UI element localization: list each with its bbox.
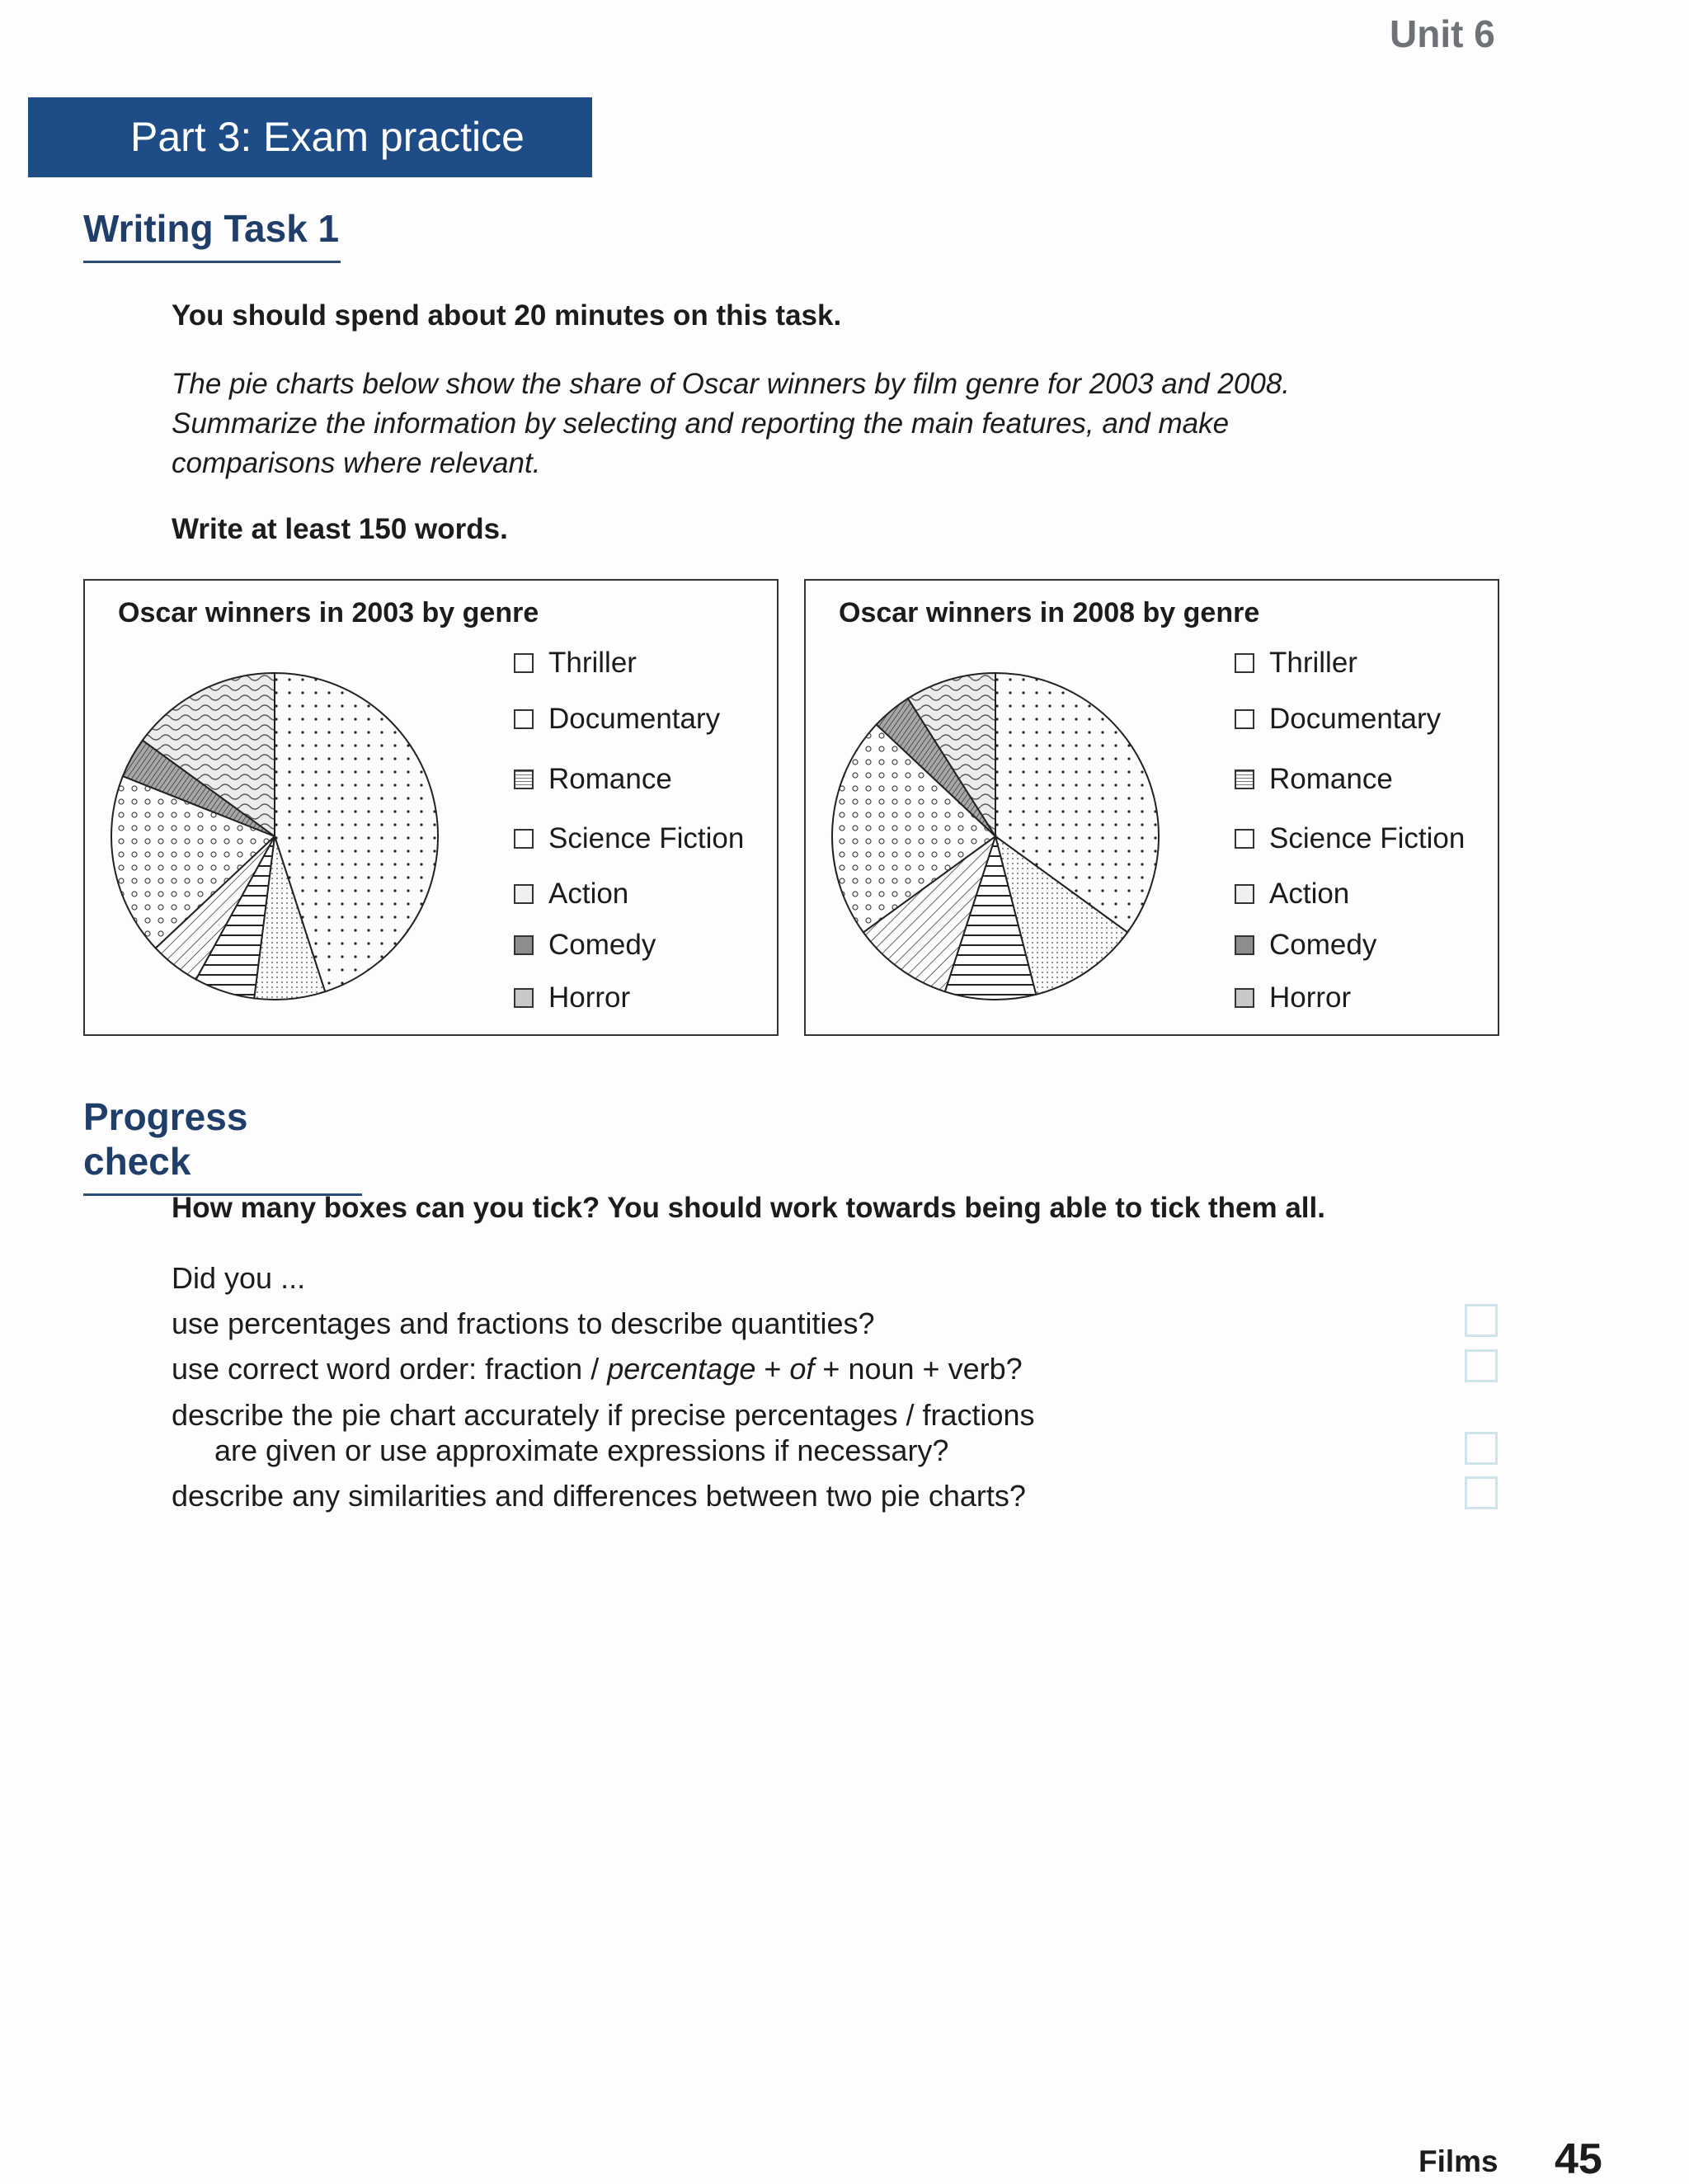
progress-question: How many boxes can you tick? You should work towards being able to tick them all.: [172, 1192, 1325, 1224]
legend-item-horror: [514, 981, 630, 1014]
legend-label: Documentary: [1269, 703, 1442, 735]
legend-swatch-action: [514, 884, 534, 904]
legend-swatch-science-fiction: [514, 829, 534, 849]
legend-swatch-comedy: [1235, 935, 1254, 955]
tick-box-4[interactable]: [1465, 1476, 1498, 1509]
writing-task-heading: Writing Task 1: [83, 206, 341, 263]
checklist-item-2-emphasis: of: [789, 1352, 815, 1386]
legend-label: Science Fiction: [1269, 822, 1466, 854]
legend-label: Comedy: [1269, 929, 1377, 961]
legend-item-thriller: [1235, 647, 1357, 680]
checklist-item-2-part: +: [755, 1352, 790, 1386]
legend-label: Action: [1269, 878, 1350, 910]
task-prompt-line-3: comparisons where relevant.: [172, 447, 541, 479]
legend-label: Thriller: [548, 647, 637, 679]
page-number: 45: [1555, 2135, 1602, 2183]
checklist-item-4: describe any similarities and differences between two pie charts?: [172, 1479, 1026, 1513]
legend-item-science-fiction: [1235, 822, 1465, 855]
checklist-item-2-part: use correct word order: fraction /: [172, 1352, 608, 1386]
checklist-item-3: [172, 1397, 1035, 1468]
pie-chart-2008: [804, 579, 1499, 1036]
legend-item-horror: [1235, 981, 1351, 1014]
legend-label: Horror: [1269, 981, 1352, 1014]
legend-item-action: [514, 878, 628, 911]
part-banner: Part 3: Exam practice: [28, 97, 592, 177]
legend-item-documentary: [1235, 703, 1441, 736]
legend-item-comedy: [1235, 929, 1376, 962]
legend-swatch-science-fiction: [1235, 829, 1254, 849]
legend-label: Comedy: [548, 929, 656, 961]
checklist-item-2-emphasis: percentage: [607, 1352, 756, 1386]
legend-swatch-romance: [514, 770, 534, 789]
tick-box-1[interactable]: [1465, 1304, 1498, 1337]
legend-swatch-comedy: [514, 935, 534, 955]
task-prompt-line-1: The pie charts below show the share of Oscar winners by film genre for 2003 and 2008.: [172, 368, 1291, 400]
task-prompt-line-2: Summarize the information by selecting and reporting the main features, and make: [172, 407, 1230, 440]
chart-title-2003: Oscar winners in 2003 by genre: [118, 597, 539, 628]
tick-box-2[interactable]: [1465, 1349, 1498, 1382]
chart-title-2008: Oscar winners in 2008 by genre: [839, 597, 1260, 628]
pie-chart-2003-svg: [101, 663, 448, 1010]
legend-label: Action: [548, 878, 629, 910]
checklist-item-2-part: + noun + verb?: [814, 1352, 1023, 1386]
legend-swatch-documentary: [514, 709, 534, 729]
legend-item-romance: [1235, 763, 1393, 796]
word-count-instruction: Write at least 150 words.: [172, 513, 508, 545]
legend-label: Thriller: [1269, 647, 1357, 679]
legend-item-science-fiction: [514, 822, 744, 855]
legend-item-romance: [514, 763, 672, 796]
task-instruction: You should spend about 20 minutes on this task.: [172, 299, 842, 332]
checklist-item-2: [172, 1351, 1023, 1386]
legend-swatch-romance: [1235, 770, 1254, 789]
legend-label: Science Fiction: [548, 822, 745, 854]
checklist-item-3-line-2: are given or use approximate expressions if necessary?: [214, 1433, 949, 1467]
legend-item-documentary: [514, 703, 720, 736]
legend-label: Romance: [1269, 763, 1393, 795]
unit-label: Unit 6: [1390, 12, 1495, 55]
legend-item-comedy: [514, 929, 656, 962]
legend-label: Documentary: [548, 703, 721, 735]
legend-swatch-thriller: [1235, 653, 1254, 673]
legend-item-action: [1235, 878, 1349, 911]
legend-swatch-horror: [1235, 988, 1254, 1008]
progress-check-heading: Progress check: [83, 1094, 362, 1196]
checklist-item-3-line-1: describe the pie chart accurately if precise percentages / fractions: [172, 1398, 1035, 1432]
checklist-intro: Did you ...: [172, 1261, 306, 1295]
pie-chart-2003: [83, 579, 779, 1036]
legend-swatch-documentary: [1235, 709, 1254, 729]
legend-label: Horror: [548, 981, 631, 1014]
checklist-item-1: use percentages and fractions to describe quantities?: [172, 1306, 875, 1340]
legend-swatch-horror: [514, 988, 534, 1008]
footer-section-label: Films: [1418, 2144, 1498, 2178]
legend-label: Romance: [548, 763, 672, 795]
pie-chart-2008-svg: [822, 663, 1169, 1010]
legend-item-thriller: [514, 647, 637, 680]
legend-swatch-action: [1235, 884, 1254, 904]
task-prompt: [172, 365, 1458, 483]
legend-swatch-thriller: [514, 653, 534, 673]
tick-box-3[interactable]: [1465, 1432, 1498, 1465]
